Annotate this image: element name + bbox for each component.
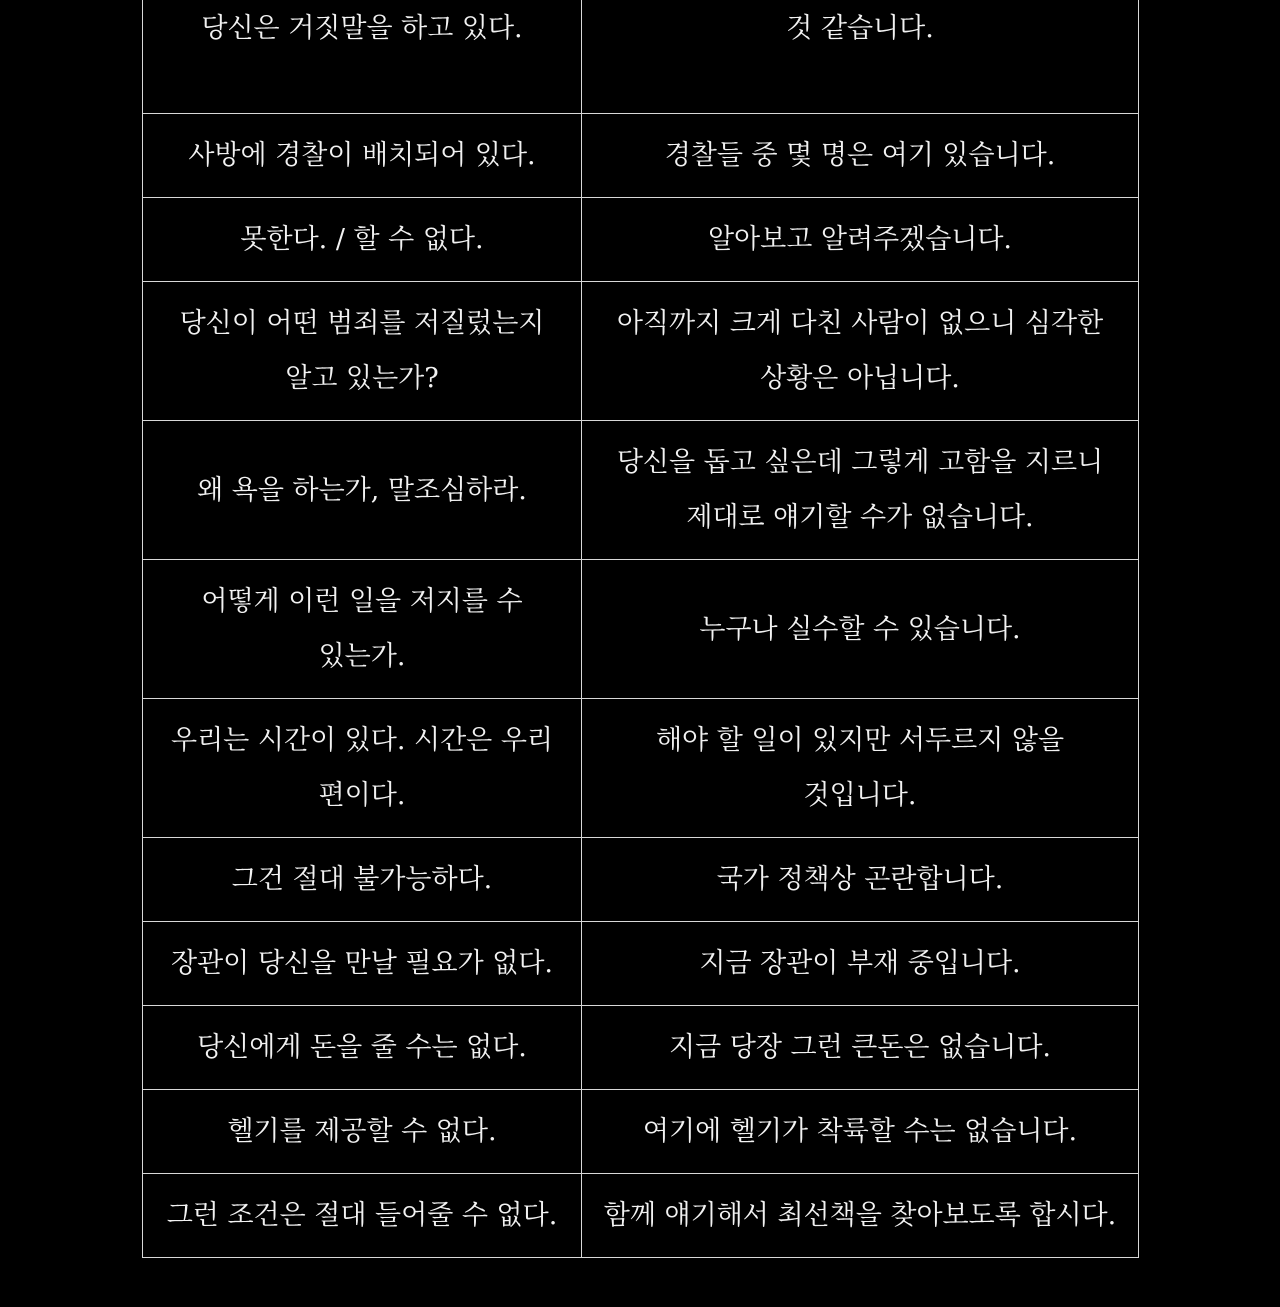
table-row — [143, 0, 1139, 114]
right-cell: 것 같습니다. — [582, 0, 1139, 114]
table-row — [143, 1090, 1139, 1174]
table-row — [143, 421, 1139, 560]
left-cell: 우리는 시간이 있다. 시간은 우리 편이다. — [143, 699, 582, 838]
table-row — [143, 282, 1139, 421]
table-row — [143, 699, 1139, 838]
table-row — [143, 1006, 1139, 1090]
left-cell: 그건 절대 불가능하다. — [143, 838, 582, 922]
table-row — [143, 560, 1139, 699]
table-row — [143, 198, 1139, 282]
right-cell: 아직까지 크게 다친 사람이 없으니 심각한 상황은 아닙니다. — [582, 282, 1139, 421]
right-cell: 당신을 돕고 싶은데 그렇게 고함을 지르니 제대로 얘기할 수가 없습니다. — [582, 421, 1139, 560]
left-cell: 당신에게 돈을 줄 수는 없다. — [143, 1006, 582, 1090]
left-cell: 그런 조건은 절대 들어줄 수 없다. — [143, 1174, 582, 1258]
left-cell: 사방에 경찰이 배치되어 있다. — [143, 114, 582, 198]
right-cell: 여기에 헬기가 착륙할 수는 없습니다. — [582, 1090, 1139, 1174]
table-row — [143, 114, 1139, 198]
right-cell: 국가 정책상 곤란합니다. — [582, 838, 1139, 922]
table-row — [143, 1174, 1139, 1258]
right-cell: 지금 당장 그런 큰돈은 없습니다. — [582, 1006, 1139, 1090]
right-cell: 경찰들 중 몇 명은 여기 있습니다. — [582, 114, 1139, 198]
right-cell: 함께 얘기해서 최선책을 찾아보도록 합시다. — [582, 1174, 1139, 1258]
table-row — [143, 922, 1139, 1006]
right-cell: 누구나 실수할 수 있습니다. — [582, 560, 1139, 699]
left-cell: 장관이 당신을 만날 필요가 없다. — [143, 922, 582, 1006]
left-cell: 당신은 거짓말을 하고 있다. — [143, 0, 582, 114]
left-cell: 어떻게 이런 일을 저지를 수 있는가. — [143, 560, 582, 699]
left-cell: 왜 욕을 하는가, 말조심하라. — [143, 421, 582, 560]
right-cell: 지금 장관이 부재 중입니다. — [582, 922, 1139, 1006]
left-cell: 못한다. / 할 수 없다. — [143, 198, 582, 282]
phrase-comparison-table — [142, 0, 1139, 1258]
right-cell: 해야 할 일이 있지만 서두르지 않을 것입니다. — [582, 699, 1139, 838]
table-row — [143, 838, 1139, 922]
right-cell: 알아보고 알려주겠습니다. — [582, 198, 1139, 282]
left-cell: 헬기를 제공할 수 없다. — [143, 1090, 582, 1174]
left-cell: 당신이 어떤 범죄를 저질렀는지 알고 있는가? — [143, 282, 582, 421]
